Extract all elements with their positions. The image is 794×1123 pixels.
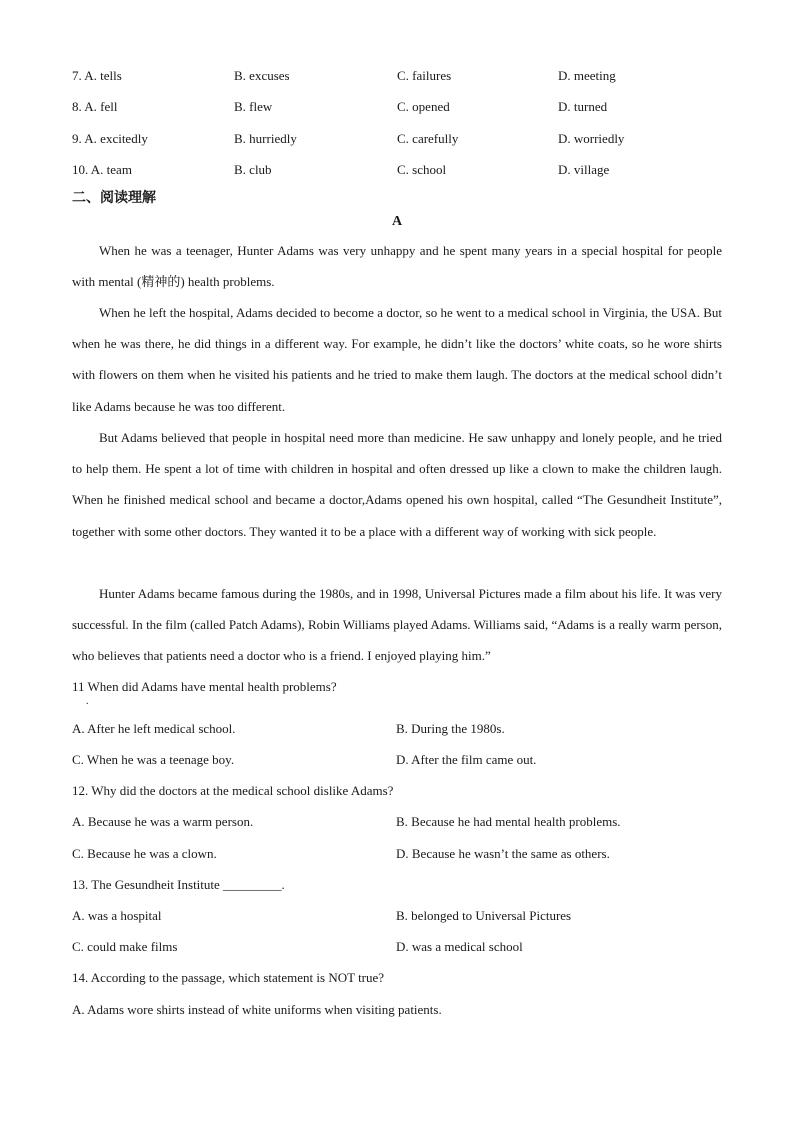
option-d: D. meeting [558, 68, 616, 83]
option-b: B. excuses [234, 68, 290, 83]
option-a: 10. A. team [72, 162, 132, 177]
answer-option-a: A. Adams wore shirts instead of white uniforms when visiting patients. [72, 1002, 442, 1017]
answer-row [72, 719, 732, 739]
answer-row [72, 937, 732, 957]
section-heading: 二、阅读理解 [72, 190, 156, 206]
answer-option-b: B. Because he had mental health problems. [396, 814, 621, 829]
option-b: B. flew [234, 99, 273, 114]
question-stem: 11 When did Adams have mental health problems? [72, 679, 337, 694]
passage-paragraph: When he was a teenager, Hunter Adams was very unhappy and he spent many years in a special hospital for people with mental (精神的) health problems. [72, 243, 722, 290]
option-a: 9. A. excitedly [72, 131, 148, 146]
answer-option-a: A. was a hospital [72, 908, 162, 923]
answer-option-a: A. Because he was a warm person. [72, 814, 254, 829]
answer-option-d: D. was a medical school [396, 939, 523, 954]
passage-paragraph: Hunter Adams became famous during the 1980s, and in 1998, Universal Pictures made a film about his life. It was very successful. In the film (called Patch Adams), Robin Williams played Adams. Williams said, “Adams is a really warm person, who believes that patients need a doctor who is a friend. I enjoyed playing him.” [72, 586, 722, 664]
passage-title: A [391, 214, 403, 229]
question-stem: 13. The Gesundheit Institute _________. [72, 877, 285, 892]
option-a: 7. A. tells [72, 68, 122, 83]
cloze-option-row [72, 97, 732, 117]
answer-row [72, 750, 732, 770]
option-c: C. carefully [397, 131, 459, 146]
passage-paragraph: When he left the hospital, Adams decided to become a doctor, so he went to a medical school in Virginia, the USA. But when he was there, he did things in a different way. For example, he didn’t like the doctors’ white coats, so he wore shirts with flowers on them when he visited his patients and he tried to make them laugh. The doctors at the medical school didn’t like Adams because he was too different. [72, 305, 722, 414]
question-stem: 14. According to the passage, which statement is NOT true? [72, 970, 385, 985]
answer-option-d: D. After the film came out. [396, 752, 537, 767]
answer-option-a: A. After he left medical school. [72, 721, 236, 736]
answer-option-c: C. could make films [72, 939, 178, 954]
answer-row [72, 844, 732, 864]
answer-row [72, 1000, 732, 1020]
answer-row [72, 812, 732, 832]
cloze-option-row [72, 160, 732, 180]
answer-row [72, 906, 732, 926]
option-c: C. failures [397, 68, 452, 83]
option-d: D. turned [558, 99, 608, 114]
option-d: D. worriedly [558, 131, 625, 146]
answer-option-b: B. belonged to Universal Pictures [396, 908, 572, 923]
option-c: C. school [397, 162, 447, 177]
option-d: D. village [558, 162, 610, 177]
stray-mark: . [86, 696, 89, 707]
option-a: 8. A. fell [72, 99, 118, 114]
answer-option-c: C. Because he was a clown. [72, 846, 217, 861]
option-b: B. club [234, 162, 272, 177]
answer-option-c: C. When he was a teenage boy. [72, 752, 235, 767]
option-b: B. hurriedly [234, 131, 297, 146]
cloze-option-row [72, 66, 732, 86]
answer-option-b: B. During the 1980s. [396, 721, 505, 736]
cloze-option-row [72, 129, 732, 149]
question-stem: 12. Why did the doctors at the medical school dislike Adams? [72, 783, 394, 798]
option-c: C. opened [397, 99, 450, 114]
answer-option-d: D. Because he wasn’t the same as others. [396, 846, 610, 861]
passage-paragraph: But Adams believed that people in hospital need more than medicine. He saw unhappy and lonely people, and he tried to help them. He spent a lot of time with children in hospital and often dressed up like a clown to make the children laugh. When he finished medical school and became a doctor,Adams opened his own hospital, called “The Gesundheit Institute”, together with some other doctors. They wanted it to be a place with a different way of working with sick people. [72, 430, 722, 539]
